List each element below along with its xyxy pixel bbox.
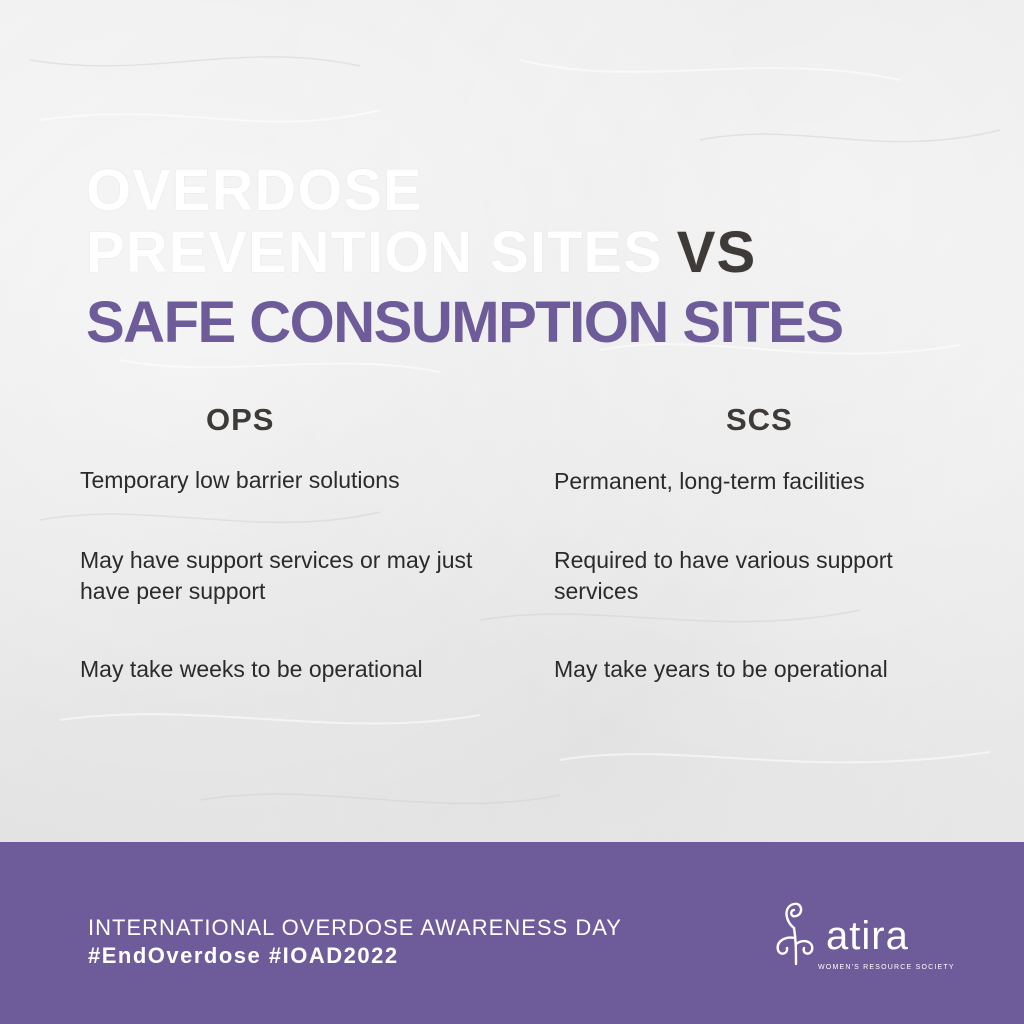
ops-item-1: Temporary low barrier solutions — [80, 467, 400, 493]
atira-swirl-icon — [770, 898, 820, 968]
footer-banner — [0, 842, 1024, 1024]
atira-tagline: WOMEN'S RESOURCE SOCIETY — [818, 964, 955, 971]
headline-line-overdose: OVERDOSE — [86, 158, 423, 223]
ops-item-3: May take weeks to be operational — [80, 656, 423, 682]
headline-prevention-sites: PREVENTION SITES — [86, 220, 663, 285]
atira-logo — [770, 898, 955, 978]
scs-item-3: May take years to be operational — [554, 656, 888, 682]
event-title: INTERNATIONAL OVERDOSE AWARENESS DAY — [88, 915, 622, 940]
headline-vs: VS — [676, 220, 757, 285]
ops-column-heading: OPS — [206, 402, 275, 437]
footer-text — [88, 914, 622, 970]
scs-column-heading: SCS — [726, 402, 793, 437]
scs-item-1: Permanent, long-term facilities — [554, 468, 865, 494]
hashtags: #EndOverdose #IOAD2022 — [88, 943, 399, 968]
headline — [86, 158, 843, 356]
atira-wordmark: atira — [826, 914, 909, 958]
scs-item-2: Required to have various support services — [554, 547, 893, 604]
headline-line-prevention — [86, 220, 843, 286]
headline-line-safe-consumption: SAFE CONSUMPTION SITES — [86, 290, 843, 355]
ops-item-2: May have support services or may just have peer support — [80, 547, 473, 604]
